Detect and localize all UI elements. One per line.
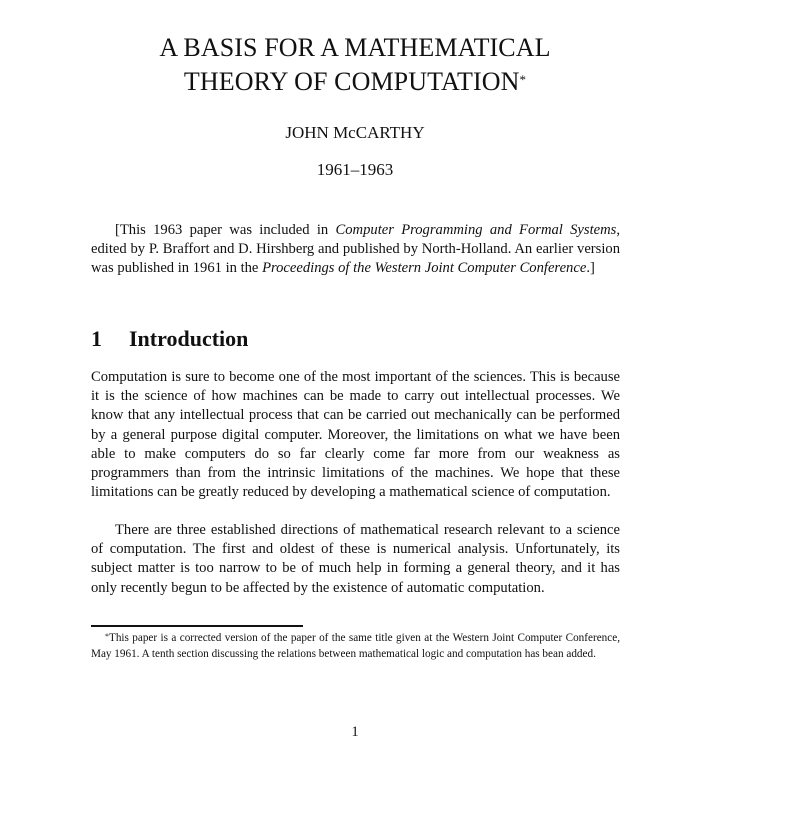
- section-title: Introduction: [129, 326, 249, 351]
- title-line-1: A BASIS FOR A MATHEMATICAL: [159, 33, 551, 62]
- section-number: 1: [91, 326, 102, 351]
- body-paragraph: There are three established directions of mathematical research relevant to a science of computation. The first and oldest of these is numerical analysis. Unfortunately, its subject matter is too narrow to be of much help in forming a general theory, and it has only recently begun to be affected by the existence of automatic computation.: [91, 522, 620, 596]
- publication-date: 1961–1963: [316, 160, 394, 179]
- footnote: [91, 630, 620, 662]
- title-line-2: THEORY OF COMPUTATION: [183, 67, 520, 96]
- editor-note-part-2: , edited by P. Braffort and D. Hirshberg and published by North-Holland. An earlier version was published in 1961 in the: [91, 222, 620, 277]
- page-number: 1: [351, 724, 359, 740]
- paper-title: [0, 31, 710, 99]
- footnote-mark: *: [105, 632, 109, 641]
- body-paragraph: Computation is sure to become one of the most important of the sciences. This is because it is the science of how machines can be made to carry out intellectual processes. We know that any intellectual process that can be carried out mechanically can be performed by a general purpose digital computer. Moreover, the limitations on what we have been able to make computers do so far clearly come far more from our weakness as programmers than from the intrinsic limitations of the machines. We hope that these limitations can be greatly reduced by developing a mathematical science of computation.: [91, 369, 620, 501]
- editor-note-part-3: .]: [586, 260, 595, 277]
- editor-note: [91, 221, 620, 279]
- proceedings-title: Proceedings of the Western Joint Computer Conference: [262, 260, 587, 277]
- footnote-text: This paper is a corrected version of the paper of the same title given at the Western Joint Computer Conference, May 1961. A tenth section discussing the relations between mathematical logic and computation has bean added.: [91, 632, 620, 661]
- author-name: JOHN McCARTHY: [285, 123, 425, 142]
- title-footnote-mark: *: [519, 72, 527, 87]
- book-title: Computer Programming and Formal Systems: [335, 222, 617, 238]
- editor-note-part-1: [This 1963 paper was included in: [115, 222, 336, 238]
- section-heading: [91, 324, 248, 354]
- footnote-divider: [91, 625, 303, 627]
